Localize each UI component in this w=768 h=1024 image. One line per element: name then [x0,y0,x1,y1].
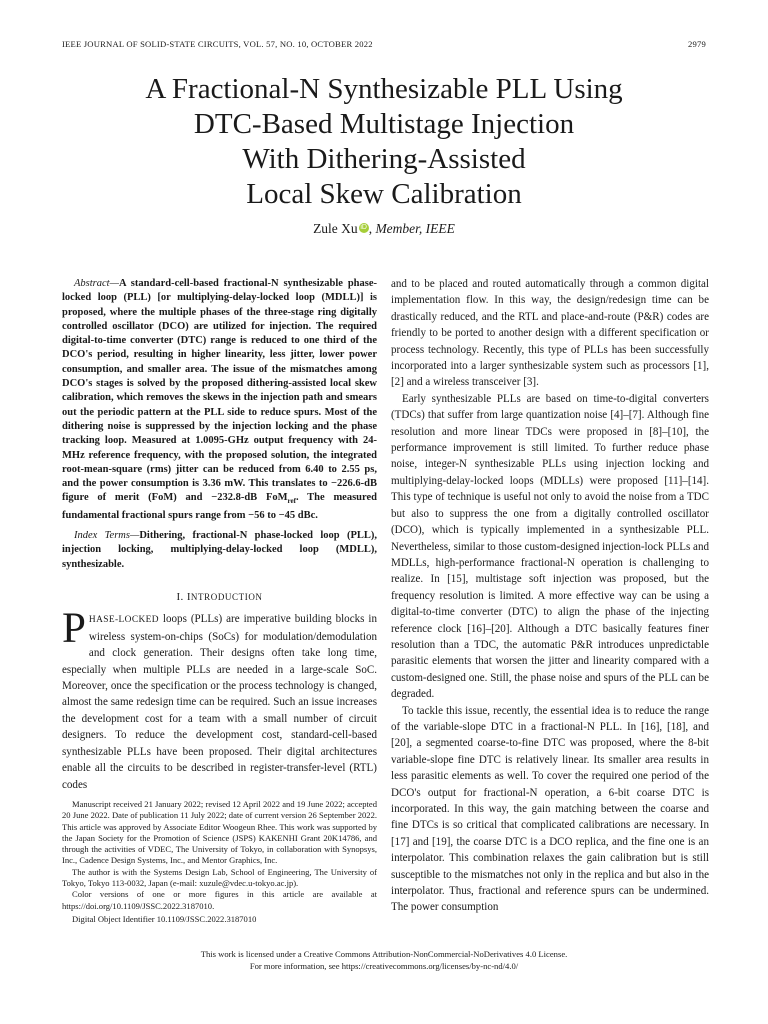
journal-header: IEEE JOURNAL OF SOLID-STATE CIRCUITS, VOL. 57, NO. 10, OCTOBER 2022 [62,39,373,49]
page-number: 2979 [688,39,706,49]
right-paragraph-3: To tackle this issue, recently, the essential idea is to reduce the range of the variable-slope DTC in a fractional-N PLL. In [16], [18], and [20], a segmented coarse-to-fine DTC was proposed, where the 8-bit variable-slope fine DTC is relatively linear. Its smaller area results in less parasitic elements as well. To cover the required one period of the DCO's output for fractional-N operation, a 6-bit coarse DTC is incorporated. In this way, the gain matching between the coarse and fine DTCs is so critical that complicated calibrations are necessary. In [17] and [19], the coarse DTC is a DCO replica, and the fine one is an interpolator. This combination relaxes the gain calibration but is still susceptible to the mismatches not only in the replica and but also in the interpolator. Thus, fractional and reference spurs can be undermined. The power consumption [391,704,709,914]
title-line-4: Local Skew Calibration [246,178,522,210]
title-line-1: A Fractional-N Synthesizable PLL Using [145,73,623,105]
author-name: Zule Xu [313,221,358,236]
license-notice [62,949,706,972]
section-heading-introduction: I. INTRODUCTION [176,591,263,604]
author-affiliation: Member, IEEE [375,221,455,236]
license-line-1: This work is licensed under a Creative Commons Attribution-NonCommercial-NoDerivatives 4.0 License. [200,949,568,959]
footnote-doi: Digital Object Identifier 10.1109/JSSC.2022.3187010 [72,913,257,924]
author-line: Zule Xu iD , Member, IEEE [313,221,455,236]
abstract-text: A standard-cell-based fractional-N synthesizable phase-locked loop (PLL) [or multiplying-delay-locked loop (MDLL)] is proposed, where the multiple phases of the three-stage ring digitally controlled oscillator (DCO) are utilized for injection. The required digital-to-time converter (DTC) range is reduced to one third of the DCO's period, resulting in higher linearity, less jitter, lower power consumption, and smaller area. The issue of the mismatches among DCO's stages is solved by the proposed dithering-assisted local skew calibration, which removes the skews in the injection path and smears out the periodic pattern at the PLL side to reduce spurs. Most of the dithering noise is suppressed by the injection locking and the phase tracking loop. Measured at 1.0095-GHz output frequency with 24-MHz reference frequency, with the proposed solution, the integrated root-mean-square (rms) jitter can be reduced from 6.40 to 2.55 ps, and the power consumption is 3.36 mW. This translates to −226.6-dB figure of merit (FoM) and −232.8-dB FoM [62,278,377,504]
abstract-text-end: . The measured fundamental fractional spurs range from −56 to −45 dBc. [62,492,377,521]
title-block [62,72,706,237]
running-head [62,39,706,49]
index-terms-text: Dithering, fractional-N phase-locked loop (PLL), injection locking, multiplying-delay-locked loop (MDLL), synthesizable. [62,530,377,570]
title-line-2: DTC-Based Multistage Injection [193,108,575,140]
orcid-icon[interactable]: iD [360,224,367,231]
right-paragraph-1: and to be placed and routed automatically through a common digital implementation flow. In this way, the design/redesign time can be drastically reduced, and the RTL and place-and-route (P&R) codes are friendly to be ported to another design with a different specification or process technology. Recently, this type of PLLs has been successfully incorporated into a larger synthesizable system such as processors [1], [2] and a wireless transceiver [3]. [391,278,709,389]
index-terms: Index Terms—Dithering, fractional-N phase-locked loop (PLL), injection locking, multiplying-delay-locked loop (MDLL), synthesizable. [62,530,377,570]
left-column [62,277,377,925]
fom-subscript: ref [287,497,296,506]
footnote-color: Color versions of one or more figures in this article are available at https://doi.org/10.1109/JSSC.2022.3187010. [62,889,377,911]
right-column [391,276,709,916]
drop-cap: P [62,605,86,653]
footnote-author: The author is with the Systems Design Lab, School of Engineering, The University of Tokyo, Tokyo 113-0032, Japan (e-mail: xuzule@vdec.u-tokyo.ac.jp). [62,866,377,888]
intro-paragraph: PHASE-LOCKED loops (PLLs) are imperative building blocks in wireless system-on-chips (SoCs) for modulation/demodulation and clock generation. Their designs often take long time, especially when multiple PLLs are needed in a large-scale SoC. Moreover, once the specification or the process technology is changed, almost the same redesign time can be required. Such an issue increases the development cost for a team with a small number of circuit designers. To reduce the development cost, standard-cell-based synthesizable PLLs have been proposed. Their digital architectures enable all the circuits to be described in register-transfer-level (RTL) codes [62,605,377,791]
footnote-received: Manuscript received 21 January 2022; revised 12 April 2022 and 19 June 2022; accepted 20 June 2022. Date of publication 11 July 2022; date of current version 26 September 2022. This article was approved by Associate Editor Woogeun Rhee. This work was supported by the Japan Society for the Promotion of Science (JSPS) KAKENHI Grant 20K14786, and through the activities of VDEC, The University of Tokyo, in collaboration with Synopsys, Inc., Cadence Design Systems, Inc., and Mentor Graphics, Inc. [62,798,377,866]
right-paragraph-2: Early synthesizable PLLs are based on time-to-digital converters (TDCs) that suffer from large quantization noise [4]–[7]. Although fine resolution and more linear TDCs were proposed in [8]–[10], the performance improvement is still limited. To further reduce phase noise, integer-N synthesizable PLLs using injection locking and multiplying-delay-locked loops (MDLLs) were proposed [11]–[14]. This type of technique is useful not only to avoid the noise from a TDC but also to suppress the one from a digitally controlled oscillator (DCO), which is typically implemented in a synthesizable PLL. Nevertheless, similar to those custom-designed injection-lock PLLs and MDLLs, high-performance fractional-N operation is challenging to realize. In [15], multistage soft injection was proposed, but the frequency resolution is limited. A more effective way can be using a digital-to-time converter (DTC) to align the phase of the injecting reference clock [16]–[20]. Although a DTC basically features finer resolution than a TDC, the automatic P&R introduces unpredictable parasitic elements that worsen the jitter and linearity compared with a custom-designed one. Still, the phase noise and spurs of the PLL can be degraded. [391,392,709,701]
abstract: Abstract—A standard-cell-based fractional-N synthesizable phase-locked loop (PLL) [or multiplying-delay-locked loop (MDLL)] is proposed, where the multiple phases of the three-stage ring digitally controlled oscillator (DCO) are utilized for injection. The required digital-to-time converter (DTC) range is reduced to one third of the DCO's period, resulting in higher linearity, less jitter, lower power consumption, and smaller area. The issue of the mismatches among DCO's stages is solved by the proposed dithering-assisted local skew calibration, which removes the skews in the injection path and smears out the periodic pattern at the PLL side to reduce spurs. Most of the dithering noise is suppressed by the injection locking and the phase tracking loop. Measured at 1.0095-GHz output frequency with 24-MHz reference frequency, with the proposed solution, the integrated root-mean-square (rms) jitter can be reduced from 6.40 to 2.55 ps, and the power consumption is 3.36 mW. This translates to −226.6-dB figure of merit (FoM) and −232.8-dB FoM$_{ref}$. The measured fundamental fractional spurs range from −56 to −45 dBc. [62,278,377,521]
license-line-2[interactable]: For more information, see https://creativecommons.org/licenses/by-nc-nd/4.0/ [249,960,519,971]
footnotes [62,799,377,925]
index-terms-label: Index Terms [74,530,130,542]
title-line-3: With Dithering-Assisted [242,143,526,175]
abstract-label: Abstract [74,278,110,289]
